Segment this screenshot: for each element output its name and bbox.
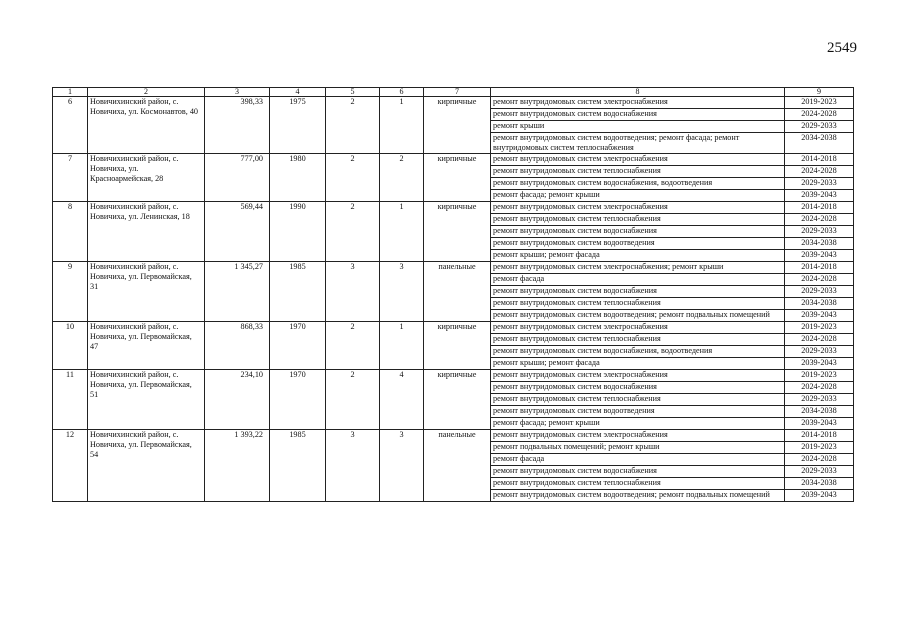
work-name: ремонт фасада (491, 274, 785, 286)
work-period: 2029-2033 (785, 226, 854, 238)
work-period: 2014-2018 (785, 154, 854, 166)
column-number: 4 (270, 88, 326, 97)
house-floors: 3 (326, 430, 380, 502)
work-name: ремонт внутридомовых систем водоснабжения (491, 466, 785, 478)
work-name: ремонт внутридомовых систем электроснабжения (491, 202, 785, 214)
work-period: 2029-2033 (785, 286, 854, 298)
house-wall-material: кирпичные (424, 154, 491, 202)
work-period: 2014-2018 (785, 262, 854, 274)
work-name: ремонт крыши; ремонт фасада (491, 358, 785, 370)
table-row (53, 262, 854, 274)
work-period: 2039-2043 (785, 490, 854, 502)
house-number: 12 (53, 430, 88, 502)
house-entrances: 4 (380, 370, 424, 430)
house-wall-material: кирпичные (424, 370, 491, 430)
house-floors: 2 (326, 202, 380, 262)
work-period: 2019-2023 (785, 370, 854, 382)
work-name: ремонт внутридомовых систем водоотведения; ремонт фасада; ремонт внутридомовых систем теплоснабжения (491, 133, 785, 154)
house-address: Новичихинский район, с. Новичиха, ул. Ленинская, 18 (88, 202, 205, 262)
work-name: ремонт внутридомовых систем электроснабжения (491, 370, 785, 382)
work-period: 2019-2023 (785, 322, 854, 334)
house-year: 1980 (270, 154, 326, 202)
house-floors: 2 (326, 154, 380, 202)
work-period: 2029-2033 (785, 178, 854, 190)
work-name: ремонт крыши (491, 121, 785, 133)
house-year: 1985 (270, 430, 326, 502)
work-period: 2024-2028 (785, 334, 854, 346)
house-area: 868,33 (205, 322, 270, 370)
house-number: 10 (53, 322, 88, 370)
house-floors: 2 (326, 370, 380, 430)
work-period: 2029-2033 (785, 394, 854, 406)
work-name: ремонт внутридомовых систем теплоснабжения (491, 334, 785, 346)
work-name: ремонт внутридомовых систем водоснабжения, водоотведения (491, 178, 785, 190)
house-entrances: 3 (380, 262, 424, 322)
work-period: 2024-2028 (785, 166, 854, 178)
house-year: 1975 (270, 97, 326, 154)
work-period: 2034-2038 (785, 133, 854, 154)
house-number: 6 (53, 97, 88, 154)
house-address: Новичихинский район, с. Новичиха, ул. Первомайская, 47 (88, 322, 205, 370)
column-number: 2 (88, 88, 205, 97)
work-period: 2029-2033 (785, 121, 854, 133)
work-name: ремонт внутридомовых систем электроснабжения (491, 322, 785, 334)
house-address: Новичихинский район, с. Новичиха, ул. Первомайская, 31 (88, 262, 205, 322)
column-number: 5 (326, 88, 380, 97)
table-row (53, 430, 854, 442)
work-period: 2019-2023 (785, 97, 854, 109)
work-name: ремонт внутридомовых систем водоснабжения (491, 382, 785, 394)
house-entrances: 1 (380, 202, 424, 262)
work-name: ремонт внутридомовых систем электроснабжения (491, 154, 785, 166)
work-period: 2039-2043 (785, 358, 854, 370)
work-period: 2039-2043 (785, 190, 854, 202)
house-number: 11 (53, 370, 88, 430)
house-year: 1990 (270, 202, 326, 262)
house-address: Новичихинский район, с. Новичиха, ул. Первомайская, 54 (88, 430, 205, 502)
house-wall-material: кирпичные (424, 97, 491, 154)
work-period: 2039-2043 (785, 418, 854, 430)
house-entrances: 1 (380, 322, 424, 370)
work-period: 2039-2043 (785, 310, 854, 322)
work-name: ремонт внутридомовых систем теплоснабжения (491, 478, 785, 490)
table-row (53, 154, 854, 166)
house-wall-material: кирпичные (424, 202, 491, 262)
house-area: 1 393,22 (205, 430, 270, 502)
house-entrances: 3 (380, 430, 424, 502)
work-name: ремонт внутридомовых систем водоотведения (491, 238, 785, 250)
work-name: ремонт фасада; ремонт крыши (491, 190, 785, 202)
work-name: ремонт внутридомовых систем электроснабжения (491, 430, 785, 442)
work-name: ремонт подвальных помещений; ремонт крыши (491, 442, 785, 454)
work-name: ремонт внутридомовых систем теплоснабжения (491, 166, 785, 178)
work-period: 2024-2028 (785, 274, 854, 286)
house-number: 7 (53, 154, 88, 202)
work-name: ремонт внутридомовых систем теплоснабжения (491, 298, 785, 310)
house-year: 1985 (270, 262, 326, 322)
column-number: 1 (53, 88, 88, 97)
table-row (53, 322, 854, 334)
work-name: ремонт внутридомовых систем водоотведения; ремонт подвальных помещений (491, 490, 785, 502)
house-address: Новичихинский район, с. Новичиха, ул. Первомайская, 51 (88, 370, 205, 430)
work-period: 2024-2028 (785, 454, 854, 466)
column-number: 6 (380, 88, 424, 97)
work-period: 2029-2033 (785, 346, 854, 358)
table-row (53, 202, 854, 214)
house-area: 398,33 (205, 97, 270, 154)
work-period: 2034-2038 (785, 406, 854, 418)
work-period: 2019-2023 (785, 442, 854, 454)
house-wall-material: кирпичные (424, 322, 491, 370)
house-wall-material: панельные (424, 430, 491, 502)
table-body (53, 97, 854, 502)
work-name: ремонт фасада; ремонт крыши (491, 418, 785, 430)
house-wall-material: панельные (424, 262, 491, 322)
work-name: ремонт внутридомовых систем водоотведения (491, 406, 785, 418)
capital-repair-table (52, 87, 854, 502)
work-period: 2014-2018 (785, 430, 854, 442)
work-name: ремонт внутридомовых систем электроснабжения (491, 97, 785, 109)
house-number: 9 (53, 262, 88, 322)
work-period: 2034-2038 (785, 238, 854, 250)
work-name: ремонт внутридомовых систем водоснабжения (491, 109, 785, 121)
work-period: 2024-2028 (785, 382, 854, 394)
house-year: 1970 (270, 370, 326, 430)
house-entrances: 2 (380, 154, 424, 202)
work-period: 2024-2028 (785, 109, 854, 121)
column-number: 7 (424, 88, 491, 97)
table-row (53, 370, 854, 382)
column-number: 3 (205, 88, 270, 97)
work-name: ремонт фасада (491, 454, 785, 466)
house-number: 8 (53, 202, 88, 262)
work-name: ремонт внутридомовых систем водоснабжения, водоотведения (491, 346, 785, 358)
house-address: Новичихинский район, с. Новичиха, ул. Космонавтов, 40 (88, 97, 205, 154)
column-number: 8 (491, 88, 785, 97)
house-floors: 3 (326, 262, 380, 322)
house-entrances: 1 (380, 97, 424, 154)
work-period: 2034-2038 (785, 478, 854, 490)
house-year: 1970 (270, 322, 326, 370)
work-name: ремонт внутридомовых систем водоотведения; ремонт подвальных помещений (491, 310, 785, 322)
table-row (53, 97, 854, 109)
work-period: 2029-2033 (785, 466, 854, 478)
house-address: Новичихинский район, с. Новичиха, ул. Красноармейская, 28 (88, 154, 205, 202)
house-area: 1 345,27 (205, 262, 270, 322)
work-name: ремонт внутридомовых систем электроснабжения; ремонт крыши (491, 262, 785, 274)
work-period: 2024-2028 (785, 214, 854, 226)
work-period: 2014-2018 (785, 202, 854, 214)
work-name: ремонт внутридомовых систем теплоснабжения (491, 394, 785, 406)
house-area: 777,00 (205, 154, 270, 202)
column-number: 9 (785, 88, 854, 97)
column-number-row (53, 88, 854, 97)
work-period: 2039-2043 (785, 250, 854, 262)
work-name: ремонт крыши; ремонт фасада (491, 250, 785, 262)
house-floors: 2 (326, 97, 380, 154)
house-floors: 2 (326, 322, 380, 370)
work-name: ремонт внутридомовых систем теплоснабжения (491, 214, 785, 226)
work-name: ремонт внутридомовых систем водоснабжения (491, 226, 785, 238)
work-period: 2034-2038 (785, 298, 854, 310)
house-area: 569,44 (205, 202, 270, 262)
work-name: ремонт внутридомовых систем водоснабжения (491, 286, 785, 298)
house-area: 234,10 (205, 370, 270, 430)
page-number: 2549 (827, 40, 857, 56)
